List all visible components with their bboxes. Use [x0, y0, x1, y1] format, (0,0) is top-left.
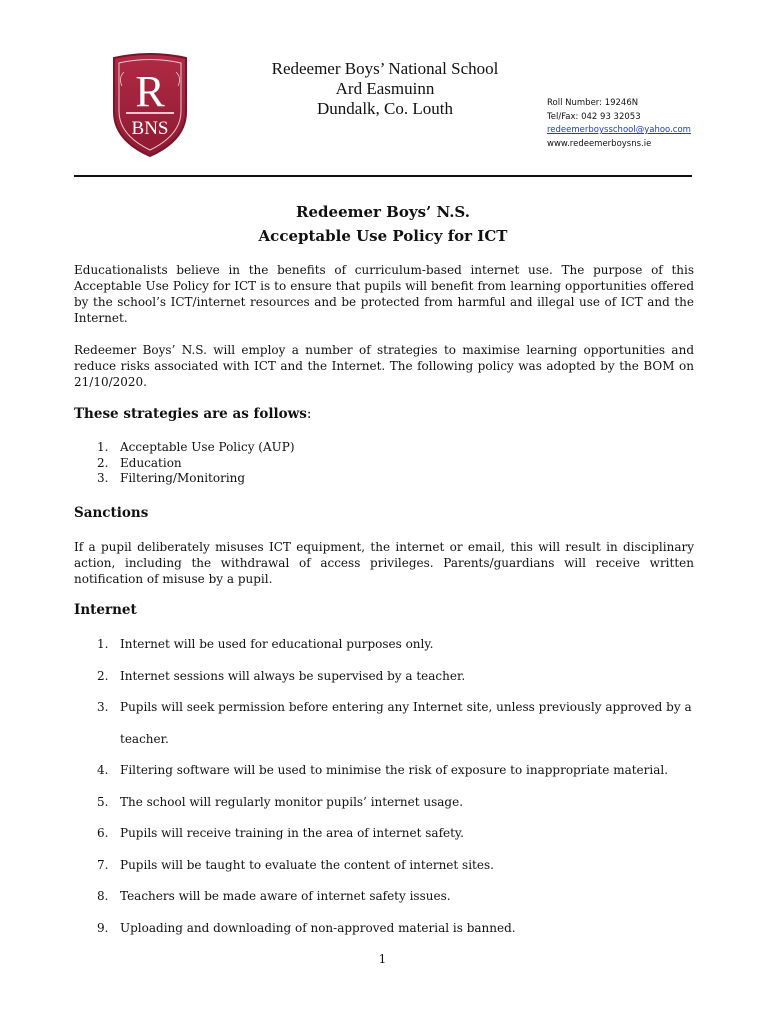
strategies-heading-text: These strategies are as follows [74, 406, 307, 422]
sanctions-paragraph: If a pupil deliberately misuses ICT equipment, the internet or email, this will result in disciplinary action, including the withdrawal of access privileges. Parents/guardians will receive written notification of misuse by a pupil. [74, 540, 694, 586]
list-item-number: 5. [97, 794, 109, 809]
school-irish-name: Ard Easmuinn [335, 79, 435, 98]
list-item-text: Filtering/Monitoring [120, 471, 246, 485]
contact-info [547, 97, 691, 151]
list-item [97, 787, 697, 819]
list-item-continuation [97, 724, 697, 756]
school-name: Redeemer Boys’ National School [271, 59, 499, 78]
list-item-text: Teachers will be made aware of internet safety issues. [120, 889, 451, 903]
list-item-number: 2. [97, 455, 109, 470]
intro-paragraph-1: Educationalists believe in the benefits of curriculum-based internet use. The purpose of this Acceptable Use Policy for ICT is to ensure that pupils will benefit from learning opportunities offered by the school’s ICT/internet resources and be protected from harmful and illegal use of ICT and the Internet. [74, 263, 694, 325]
list-item-text: Education [120, 455, 182, 470]
strategies-heading-colon: : [306, 406, 312, 422]
list-item-number: 3. [97, 700, 109, 714]
website: www.redeemerboysns.ie [547, 138, 652, 149]
strategies-heading [74, 405, 311, 423]
list-item-text: The school will regularly monitor pupils’ internet usage. [120, 794, 464, 809]
list-item [97, 629, 697, 661]
crest-letter: R [135, 67, 165, 116]
list-item-text: Internet sessions will always be supervised by a teacher. [120, 668, 466, 683]
list-item-number: 7. [97, 857, 109, 872]
list-item-number: 4. [97, 763, 109, 777]
list-item [97, 661, 697, 693]
list-item-text: Pupils will receive training in the area of internet safety. [120, 826, 464, 840]
list-item-number: 8. [97, 889, 109, 903]
tel-fax: Tel/Fax: 042 93 32053 [547, 111, 641, 122]
roll-number: Roll Number: 19246N [547, 98, 639, 108]
list-item-text: Uploading and downloading of non-approved material is banned. [120, 920, 516, 935]
list-item-number: 1. [97, 440, 109, 454]
email-link[interactable]: redeemerboysschool@yahoo.com [547, 125, 691, 135]
list-item-number: 1. [97, 637, 109, 651]
list-item [97, 440, 295, 456]
school-crest-logo [108, 52, 192, 158]
school-address-block [240, 59, 530, 119]
list-item-number: 9. [97, 920, 109, 935]
intro-paragraph-2: Redeemer Boys’ N.S. will employ a number of strategies to maximise learning opportunities and reduce risks associated with ICT and the Internet. The following policy was adopted by the BOM on 21/10/2020. [74, 343, 694, 389]
list-item [97, 913, 697, 945]
list-item [97, 755, 697, 787]
list-item-text: Internet will be used for educational purposes only. [120, 637, 434, 651]
strategies-list [97, 440, 295, 487]
title-line-2: Acceptable Use Policy for ICT [258, 227, 508, 245]
list-item-text: Acceptable Use Policy (AUP) [120, 440, 295, 454]
list-item-text: Pupils will seek permission before entering any Internet site, unless previously approved by a [120, 700, 692, 714]
header-divider [74, 175, 692, 177]
list-item [97, 881, 697, 913]
list-item-text: Filtering software will be used to minimise the risk of exposure to inappropriate material. [120, 763, 669, 777]
internet-heading: Internet [74, 602, 137, 618]
internet-rules-list [97, 629, 697, 944]
list-item [97, 692, 697, 724]
document-title [74, 200, 692, 248]
list-item-text: teacher. [120, 731, 169, 746]
list-item [97, 456, 295, 472]
page-number: 1 [378, 952, 387, 966]
sanctions-heading: Sanctions [74, 505, 149, 521]
crest-initials: BNS [131, 118, 169, 139]
list-item [97, 818, 697, 850]
list-item [97, 471, 295, 487]
title-line-1: Redeemer Boys’ N.S. [296, 203, 470, 221]
list-item [97, 850, 697, 882]
school-location: Dundalk, Co. Louth [317, 99, 453, 118]
list-item-number: 2. [97, 668, 109, 683]
list-item-number: 6. [97, 826, 109, 840]
list-item-number: 3. [97, 471, 109, 485]
list-item-text: Pupils will be taught to evaluate the content of internet sites. [120, 857, 494, 872]
